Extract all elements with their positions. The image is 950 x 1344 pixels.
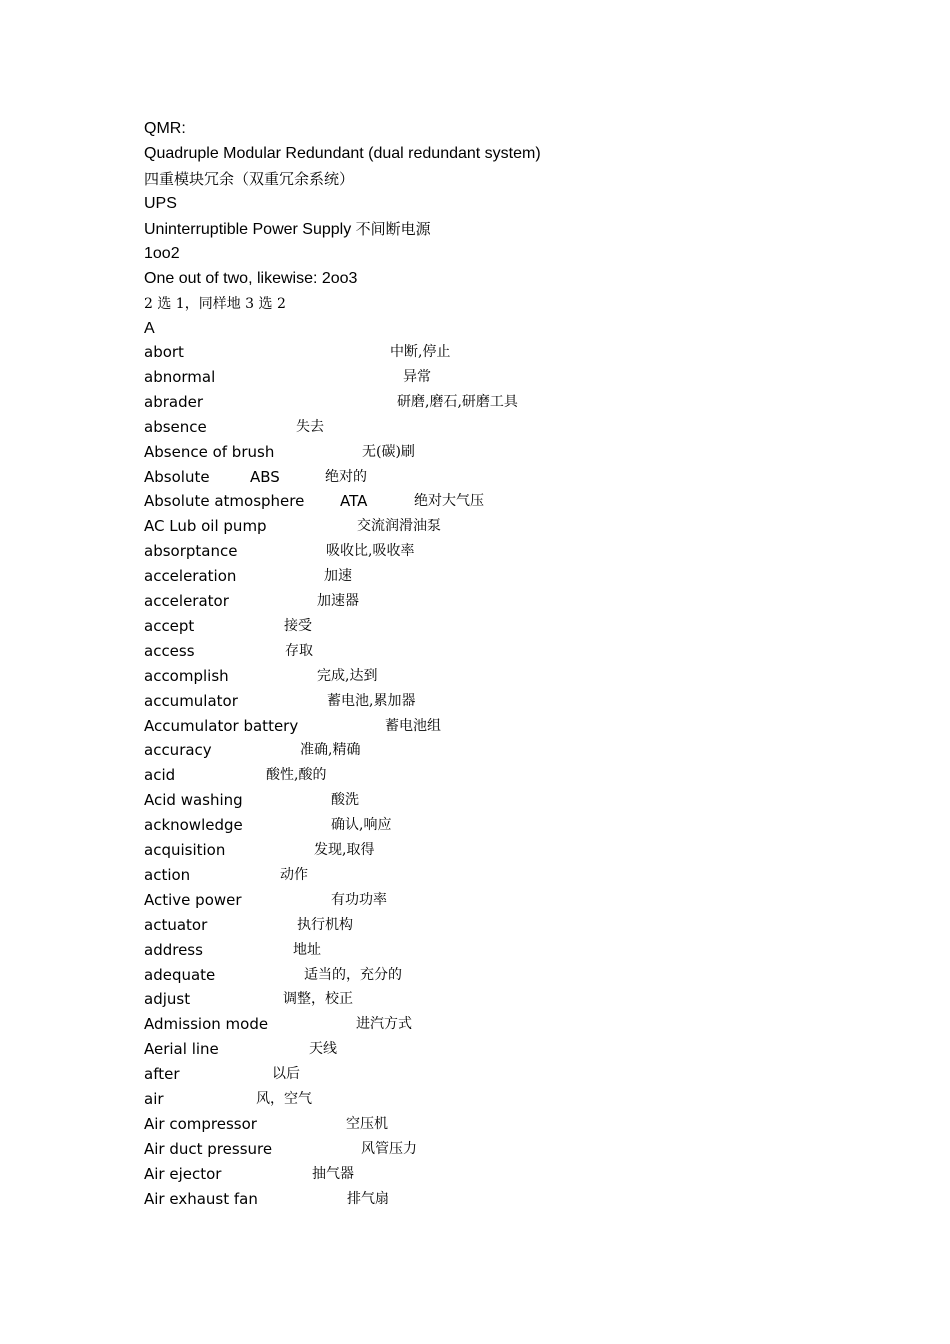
entry-term: actuator xyxy=(144,915,208,934)
entry-meaning: 执行机构 xyxy=(297,916,353,933)
entry-term: Acid washing xyxy=(144,791,243,810)
entry-meaning: 地址 xyxy=(293,941,321,958)
glossary-entry xyxy=(0,1164,950,1189)
entry-term: acid xyxy=(144,766,176,785)
glossary-entry xyxy=(0,716,950,741)
entry-meaning: 完成,达到 xyxy=(317,667,378,684)
glossary-entry xyxy=(0,890,950,915)
entry-term: acknowledge xyxy=(144,816,243,835)
glossary-entry xyxy=(0,1064,950,1089)
entry-meaning: 吸收比,吸收率 xyxy=(326,543,415,560)
glossary-entry xyxy=(0,491,950,516)
entry-term: abort xyxy=(144,343,184,361)
entry-term: air xyxy=(144,1090,164,1108)
glossary-entry xyxy=(0,765,950,790)
entry-meaning: 绝对的 xyxy=(325,468,367,485)
entry-term: adequate xyxy=(144,965,216,984)
glossary-entry xyxy=(0,566,950,591)
entry-term: Air exhaust fan xyxy=(144,1189,258,1208)
glossary-entry xyxy=(0,392,950,417)
section-letter: A xyxy=(144,320,155,337)
glossary-entry xyxy=(0,915,950,940)
glossary-entry xyxy=(0,367,950,392)
entry-term: absence xyxy=(144,417,207,436)
entry-term: Air ejector xyxy=(144,1164,222,1183)
entry-meaning: 风管压力 xyxy=(361,1140,417,1157)
entry-meaning: 天线 xyxy=(309,1041,337,1058)
glossary-entry xyxy=(0,541,950,566)
entry-term: accuracy xyxy=(144,741,212,760)
glossary-entry xyxy=(0,666,950,691)
entry-meaning: 酸洗 xyxy=(331,792,359,809)
entry-term: accomplish xyxy=(144,666,229,685)
glossary-entry xyxy=(0,591,950,616)
oo-chinese: 2 选 1，同样地 3 选 2 xyxy=(144,296,286,312)
entry-meaning: 接受 xyxy=(284,617,312,634)
entry-term: Absolute xyxy=(144,467,210,486)
glossary-entry xyxy=(0,641,950,666)
entry-term: action xyxy=(144,865,191,884)
glossary-entry xyxy=(0,989,950,1014)
entry-meaning: 中断,停止 xyxy=(390,344,451,360)
entry-term: accumulator xyxy=(144,691,238,710)
glossary-entry xyxy=(0,790,950,815)
entry-term: access xyxy=(144,641,195,660)
ups-label: UPS xyxy=(144,195,177,212)
entry-meaning: 适当的，充分的 xyxy=(304,966,402,983)
glossary-entry xyxy=(0,840,950,865)
glossary-entry xyxy=(0,1039,950,1064)
qmr-full-name: Quadruple Modular Redundant (dual redundant system) xyxy=(144,145,541,162)
entry-meaning: 确认,响应 xyxy=(331,817,392,834)
entry-meaning: 动作 xyxy=(280,866,308,883)
entry-meaning: 无(碳)刷 xyxy=(362,443,415,460)
entry-meaning: 存取 xyxy=(285,642,313,659)
entry-meaning: 交流润滑油泵 xyxy=(357,518,441,535)
entry-term: AC Lub oil pump xyxy=(144,517,267,536)
entry-meaning: 加速器 xyxy=(317,593,359,609)
glossary-entry xyxy=(0,467,950,492)
glossary-entry xyxy=(0,616,950,641)
glossary-entry xyxy=(0,1014,950,1039)
glossary-entry xyxy=(0,1139,950,1164)
entry-term: address xyxy=(144,940,203,959)
entry-term: acquisition xyxy=(144,841,226,859)
entry-meaning: 准确,精确 xyxy=(300,742,361,759)
glossary-entry xyxy=(0,691,950,716)
glossary-entry xyxy=(0,940,950,965)
glossary-entry xyxy=(0,740,950,765)
ups-chinese: 不间断电源 xyxy=(355,220,431,238)
ups-full-name: Uninterruptible Power Supply xyxy=(144,221,352,238)
entry-meaning: 研磨,磨石,研磨工具 xyxy=(397,393,518,410)
entry-term: Air duct pressure xyxy=(144,1139,273,1158)
entry-term: Absence of brush xyxy=(144,442,275,461)
entry-meaning: 空压机 xyxy=(346,1115,388,1132)
glossary-entry xyxy=(0,1114,950,1139)
oo-full: One out of two, likewise: 2oo3 xyxy=(144,270,358,287)
entry-meaning: 酸性,酸的 xyxy=(266,767,327,784)
entry-meaning: 进汽方式 xyxy=(356,1016,412,1033)
entry-term: Accumulator battery xyxy=(144,716,299,735)
oo-label: 1oo2 xyxy=(144,245,180,262)
qmr-chinese: 四重模块冗余（双重冗余系统） xyxy=(144,170,355,188)
entry-meaning: 蓄电池组 xyxy=(385,717,441,734)
entry-meaning: 失去 xyxy=(296,418,324,435)
entry-meaning: 绝对大气压 xyxy=(414,493,484,510)
entry-term: Aerial line xyxy=(144,1040,219,1059)
entry-term: after xyxy=(144,1065,180,1084)
entry-meaning: 发现,取得 xyxy=(314,842,375,858)
glossary-entry xyxy=(0,342,950,367)
glossary-entry xyxy=(0,417,950,442)
entry-term: Admission mode xyxy=(144,1015,269,1034)
glossary-entry xyxy=(0,1189,950,1214)
glossary-entry xyxy=(0,516,950,541)
entry-term: absorptance xyxy=(144,542,238,561)
entry-term: accept xyxy=(144,616,195,635)
ups-line xyxy=(144,219,431,240)
entry-meaning: 有功功率 xyxy=(331,891,387,908)
entry-meaning: 风，空气 xyxy=(256,1091,312,1107)
glossary-entry xyxy=(0,442,950,467)
entry-term: Absolute atmosphere xyxy=(144,492,305,511)
entry-abbreviation: ATA xyxy=(340,492,368,511)
glossary-entry xyxy=(0,965,950,990)
entry-meaning: 加速 xyxy=(324,568,352,585)
entry-meaning: 抽气器 xyxy=(312,1165,354,1182)
entry-meaning: 异常 xyxy=(403,368,431,385)
glossary-entry xyxy=(0,1089,950,1114)
entry-term: adjust xyxy=(144,990,191,1009)
entry-abbreviation: ABS xyxy=(250,467,280,486)
entry-term: acceleration xyxy=(144,567,237,586)
glossary-entry xyxy=(0,815,950,840)
entry-term: abrader xyxy=(144,392,203,411)
entry-meaning: 以后 xyxy=(272,1066,300,1083)
entry-meaning: 调整，校正 xyxy=(283,991,353,1008)
entry-meaning: 蓄电池,累加器 xyxy=(327,692,416,709)
entry-meaning: 排气扇 xyxy=(347,1190,389,1207)
glossary-entry xyxy=(0,865,950,890)
entry-term: Active power xyxy=(144,890,242,909)
qmr-label: QMR: xyxy=(144,120,186,137)
entry-term: Air compressor xyxy=(144,1114,257,1133)
entry-term: accelerator xyxy=(144,592,229,610)
entry-term: abnormal xyxy=(144,367,216,386)
